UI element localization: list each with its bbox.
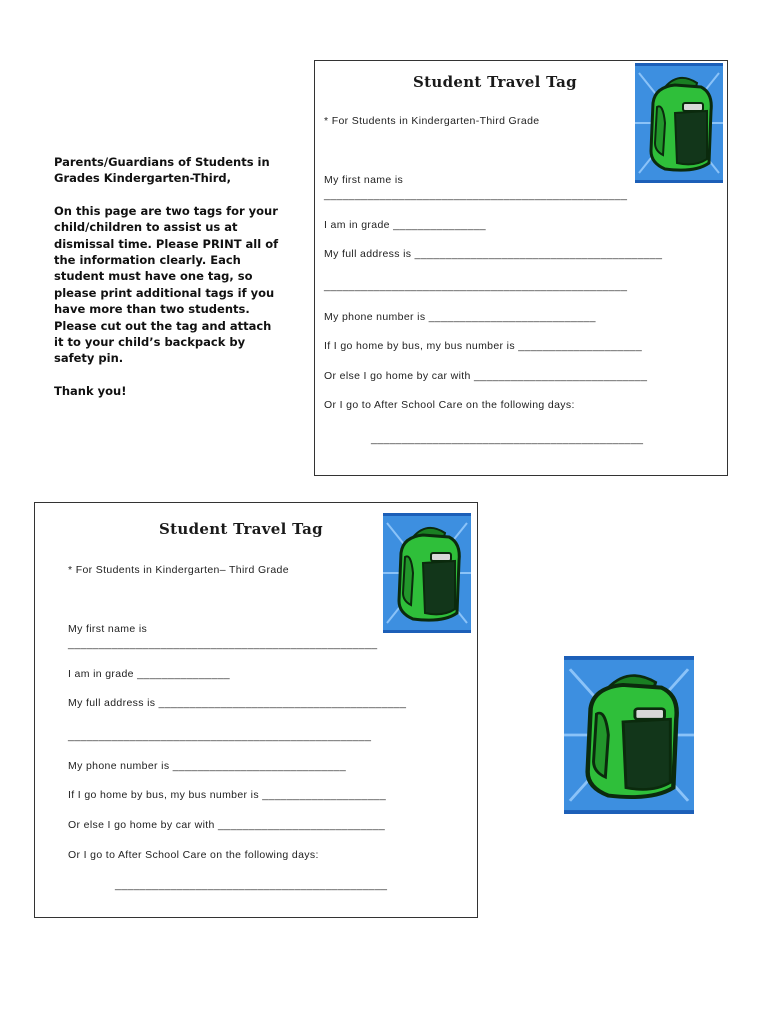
car-pickup-field[interactable]: Or else I go home by car with ___________________________ (68, 819, 386, 831)
tag-title: Student Travel Tag (159, 520, 323, 538)
first-name-label: My first name is (324, 174, 404, 186)
after-school-field[interactable]: ____________________________________________ (115, 879, 388, 891)
travel-tag-1 (314, 60, 728, 476)
grade-field[interactable]: I am in grade _______________ (68, 668, 230, 680)
tag-subtitle: * For Students in Kindergarten– Third Grade (68, 564, 289, 576)
bus-number-field[interactable]: If I go home by bus, my bus number is ____________________ (324, 340, 643, 352)
grade-field[interactable]: I am in grade _______________ (324, 219, 486, 231)
phone-field[interactable]: My phone number is ___________________________ (324, 311, 596, 323)
after-school-label: Or I go to After School Care on the following days: (68, 849, 319, 861)
greeting-text: Parents/Guardians of Students in Grades Kindergarten-Third, (54, 155, 270, 186)
address-field[interactable]: My full address is ________________________________________ (68, 697, 407, 709)
backpack-icon (383, 513, 471, 633)
tag-subtitle: * For Students in Kindergarten-Third Grade (324, 115, 540, 127)
phone-field[interactable]: My phone number is ____________________________ (68, 760, 347, 772)
first-name-field[interactable]: _________________________________________________ (324, 189, 628, 201)
parent-instructions (54, 154, 282, 415)
travel-tag-2 (34, 502, 478, 918)
backpack-icon (635, 63, 723, 183)
address-line-2-field[interactable]: _________________________________________________ (68, 730, 372, 742)
instructions-text: On this page are two tags for your child/children to assist us at dismissal time. Please PRINT all of the information clearly. Each student must have one tag, so please print additional tags if you have more than two students. Please cut out the tag and attach it to your child’s backpack by safety pin. (54, 203, 279, 366)
first-name-label: My first name is (68, 623, 148, 635)
after-school-field[interactable]: ____________________________________________ (371, 433, 644, 445)
backpack-icon (564, 656, 694, 814)
after-school-label: Or I go to After School Care on the following days: (324, 399, 575, 411)
thanks-text: Thank you! (54, 383, 127, 398)
tag-title: Student Travel Tag (413, 73, 577, 91)
bus-number-field[interactable]: If I go home by bus, my bus number is ____________________ (68, 789, 387, 801)
address-line-2-field[interactable]: _________________________________________________ (324, 280, 628, 292)
address-field[interactable]: My full address is ________________________________________ (324, 248, 663, 260)
car-pickup-field[interactable]: Or else I go home by car with ____________________________ (324, 370, 648, 382)
first-name-field[interactable]: __________________________________________________ (68, 638, 378, 650)
